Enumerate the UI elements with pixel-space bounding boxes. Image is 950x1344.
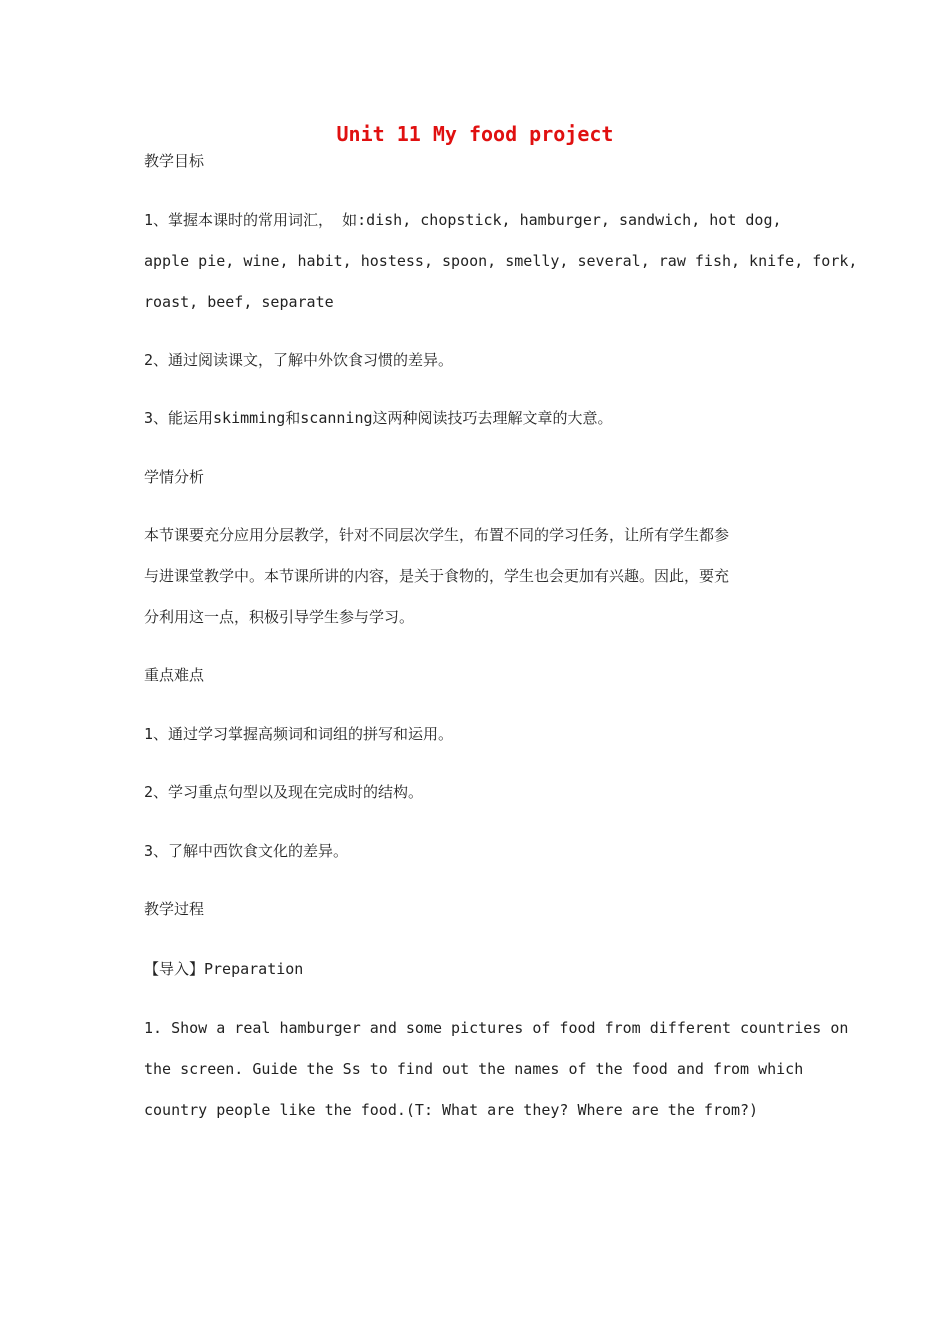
analysis-line-2: 与进课堂教学中。本节课所讲的内容，是关于食物的，学生也会更加有兴趣。因此，要充 <box>144 567 730 585</box>
document-title: Unit 11 My food project <box>336 122 614 146</box>
key-points-item-1: 1、通过学习掌握高频词和词组的拼写和运用。 <box>144 725 454 743</box>
objectives-item-1-line-2: apple pie, wine, habit, hostess, spoon, smelly, several, raw fish, knife, fork, <box>144 252 858 270</box>
process-step-1-line-3: country people like the food.(T: What are they? Where are the from?) <box>144 1101 759 1119</box>
objectives-item-3: 3、能运用skimming和scanning这两种阅读技巧去理解文章的大意。 <box>144 409 613 427</box>
process-heading: 教学过程 <box>144 900 205 918</box>
objectives-heading: 教学目标 <box>144 152 205 170</box>
process-step-1-line-2: the screen. Guide the Ss to find out the names of the food and from which <box>144 1060 804 1078</box>
process-step-1-line-1: 1. Show a real hamburger and some pictures of food from different countries on <box>144 1019 849 1037</box>
objectives-item-1-line-1: 1、掌握本课时的常用词汇， 如:dish, chopstick, hamburger, sandwich, hot dog, <box>144 211 782 229</box>
objectives-item-2: 2、通过阅读课文，了解中外饮食习惯的差异。 <box>144 351 454 369</box>
key-points-item-3: 3、了解中西饮食文化的差异。 <box>144 842 349 860</box>
objectives-item-1-line-3: roast, beef, separate <box>144 293 334 311</box>
analysis-heading: 学情分析 <box>144 468 205 486</box>
key-points-heading: 重点难点 <box>144 666 205 684</box>
analysis-line-1: 本节课要充分应用分层教学，针对不同层次学生，布置不同的学习任务，让所有学生都参 <box>144 526 730 544</box>
process-subheading: 【导入】Preparation <box>144 960 304 978</box>
key-points-item-2: 2、学习重点句型以及现在完成时的结构。 <box>144 783 424 801</box>
analysis-line-3: 分利用这一点，积极引导学生参与学习。 <box>144 608 415 626</box>
